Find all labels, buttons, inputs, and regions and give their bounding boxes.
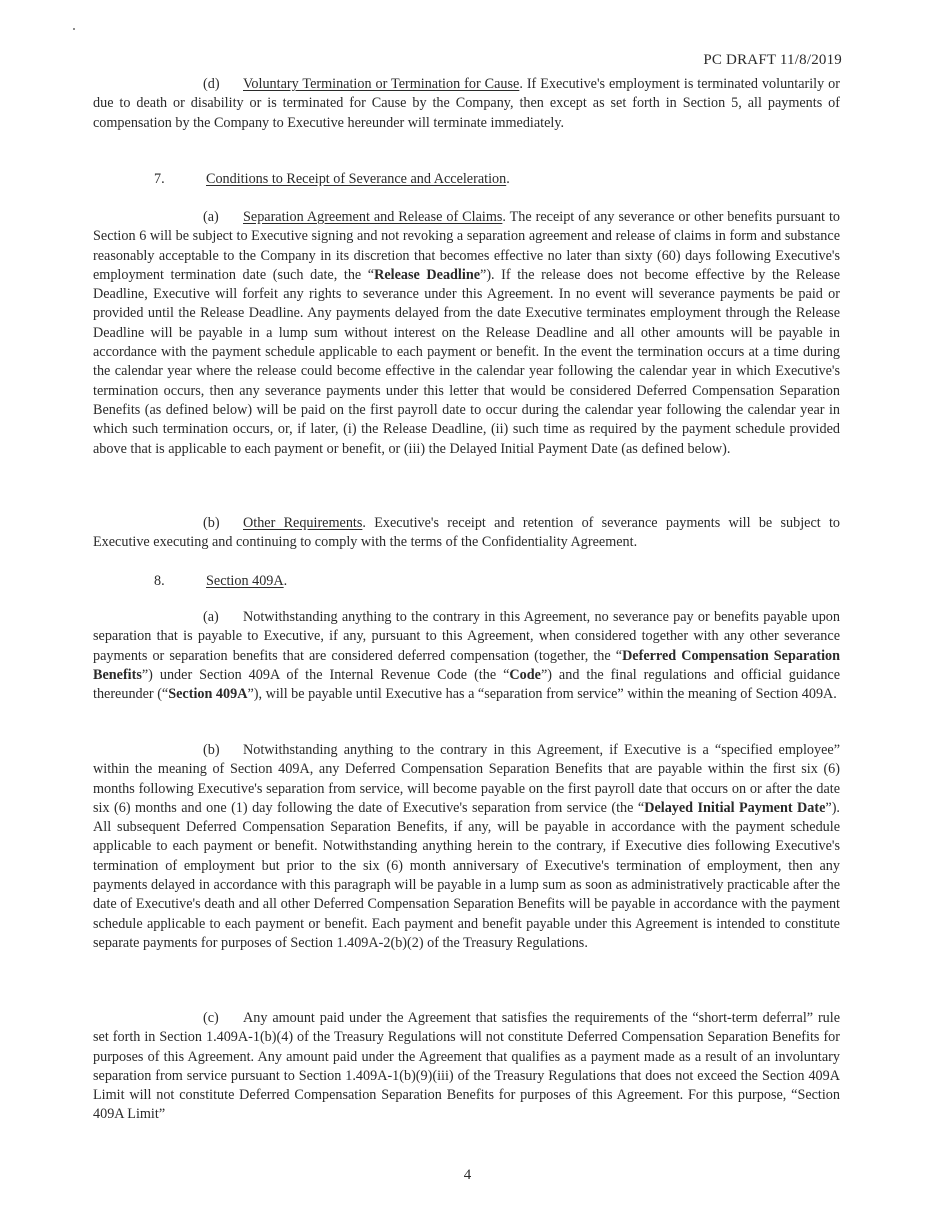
- paragraph-heading: Voluntary Termination or Termination for Cause: [243, 76, 520, 92]
- paragraph-text: ”). If the release does not become effective by the Release Deadline, Executive will forfeit any rights to severance under this Agreement. In no event will severance payments be paid or provided until the Release Deadline. Any payments delayed from the date Executive terminates employment through the Release Deadline will be payable in a lump sum without interest on the Release Deadline and all other amounts will be payable in accordance with the payment schedule applicable to each payment or benefit. In the event the termination occurs at a time during the calendar year where the release could become effective in the calendar year following the calendar year in which Executive's termination occurs, then any severance payments under this letter that would be considered Deferred Compensation Separation Benefits (as defined below) will be paid on the first payroll date to occur during the calendar year following the calendar year in which such termination occurs, or, if later, (i) the Release Deadline, (ii) such time as required by the payment schedule provided above that is applicable to each payment or benefit, or (iii) the Delayed Initial Payment Date (as defined below).: [93, 266, 841, 457]
- section-title: Conditions to Receipt of Severance and Acceleration: [206, 171, 507, 187]
- section-8-heading: [154, 572, 287, 591]
- paragraph-text: Any amount paid under the Agreement that satisfies the requirements of the “short-term deferral” rule set forth in Section 1.409A-1(b)(4) of the Treasury Regulations will not constitute Deferred Compensation Separation Benefits for purposes of this Agreement. Any amount paid under the Agreement that qualifies as a payment made as a result of an involuntary separation from service pursuant to Section 1.409A-1(b)(9)(iii) of the Treasury Regulations that does not exceed the Section 409A Limit will not constitute Deferred Compensation Separation Benefits for purposes of this Agreement. For this purpose, “Section 409A Limit”: [93, 1010, 840, 1123]
- paragraph-text: Notwithstanding anything to the contrary in this Agreement, no severance pay or benefits payable upon separation that is payable to Executive, if any, pursuant to this Agreement, when considered together with any other severance payments or separation benefits that are considered deferred compensation (together, the “: [93, 609, 840, 664]
- paragraph-label: (d): [203, 76, 220, 92]
- paragraph-7b: [93, 514, 840, 553]
- paragraph-label: (a): [203, 209, 219, 225]
- defined-term: Section 409A: [168, 686, 248, 703]
- section-title-end: .: [506, 171, 510, 187]
- paragraph-label: (b): [203, 742, 220, 758]
- paragraph-text: . If Executive's employment is terminated voluntarily or due to death or disability or is terminated for Cause by the Company, then except as set forth in Section 5, all payments of compensation by the Company to Executive hereunder will terminate immediately.: [93, 76, 840, 131]
- defined-term: Deferred Compensation Separation Benefits: [93, 647, 840, 683]
- paragraph-8c: [93, 1009, 840, 1125]
- page-number: 4: [463, 1167, 472, 1183]
- paragraph-text: ”). All subsequent Deferred Compensation Separation Benefits, if any, will be payable in accordance with the payment schedule applicable to each payment or benefit. Notwithstanding anything herein to the contrary, if Executive dies following Executive's termination of employment but prior to the six (6) month anniversary of Executive's termination of employment, then any payments delayed in accordance with this paragraph will be payable in a lump sum as soon as administratively practicable after the date of Executive's death and all other Deferred Compensation Separation Benefits will be payable in accordance with the payment schedule applicable to each payment or benefit. Each payment and benefit payable under this Agreement is intended to constitute separate payments for purposes of Section 1.409A-2(b)(2) of the Treasury Regulations.: [93, 799, 840, 951]
- paragraph-6d: [93, 75, 840, 133]
- scan-speck: [73, 28, 75, 30]
- defined-term: Delayed Initial Payment Date: [644, 799, 826, 816]
- draft-label: PC DRAFT 11/8/2019: [703, 52, 842, 68]
- paragraph-8a: [93, 608, 840, 704]
- paragraph-label: (b): [203, 515, 220, 531]
- paragraph-text: Notwithstanding anything to the contrary in this Agreement, if Executive is a “specified employee” within the meaning of Section 409A, any Deferred Compensation Separation Benefits that are payable within the first six (6) months following Executive's separation from service, will become payable on the first payroll date that occurs on or after the date six (6) months and one (1) day following the date of Executive's separation from service (the “: [93, 742, 840, 816]
- paragraph-text: ”), will be payable until Executive has a “separation from service” within the meaning of Section 409A.: [247, 686, 837, 703]
- section-title-end: .: [283, 573, 288, 589]
- paragraph-label: (c): [203, 1010, 219, 1026]
- section-title: Section 409A: [206, 573, 284, 589]
- paragraph-text: ”) under Section 409A of the Internal Revenue Code (the “: [141, 666, 510, 683]
- defined-term: Code: [509, 666, 541, 683]
- paragraph-text: ”) and the final regulations and official guidance thereunder (“: [93, 666, 841, 703]
- section-7-heading: [154, 170, 510, 189]
- paragraph-heading: Separation Agreement and Release of Claims: [243, 209, 503, 225]
- paragraph-7a: [93, 208, 840, 459]
- defined-term: Release Deadline: [374, 266, 481, 283]
- paragraph-label: (a): [203, 609, 219, 625]
- section-number: 8.: [154, 573, 165, 589]
- paragraph-text: . Executive's receipt and retention of severance payments will be subject to Executive executing and continuing to comply with the terms of the Confidentiality Agreement.: [93, 515, 840, 551]
- paragraph-text: . The receipt of any severance or other benefits pursuant to Section 6 will be subject to Executive signing and not revoking a separation agreement and release of claims in form and substance reasonably acceptable to the Company in its discretion that becomes effective no later than sixty (60) days following Executive's employment termination date (such date, the “: [93, 209, 840, 283]
- paragraph-heading: Other Requirements: [243, 515, 363, 531]
- paragraph-8b: [93, 741, 840, 953]
- section-number: 7.: [154, 171, 165, 187]
